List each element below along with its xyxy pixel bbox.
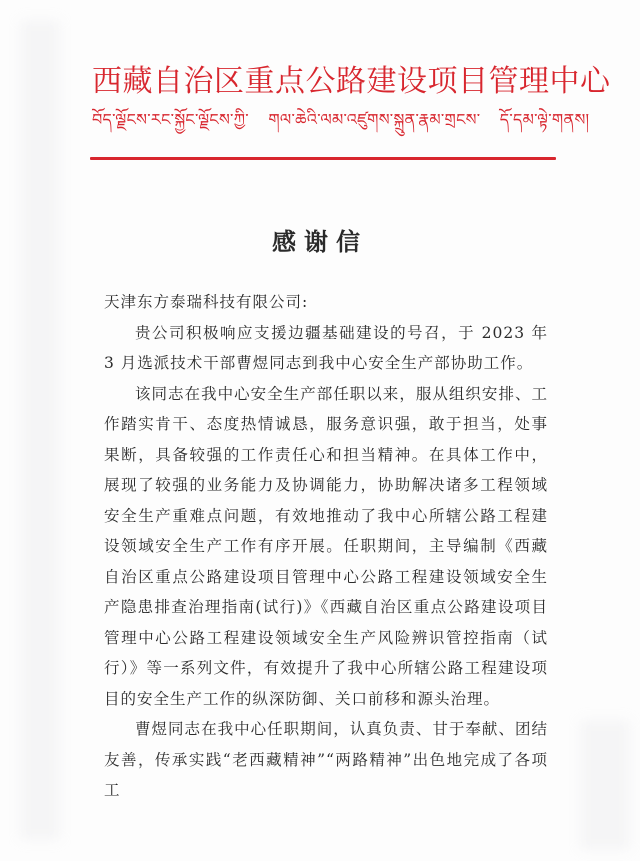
letterhead <box>92 62 611 132</box>
org-name-tibetan: བོད་ལྗོངས་རང་སྐྱོང་ལྗོངས་ཀྱི་ གལ་ཆེའི་ལམ་འཛུགས་སྐྲུན་རྣམ་གྲངས་ དོ་དམ་ལྟེ་གནས། <box>92 110 590 129</box>
document-title: 感谢信 <box>272 227 368 256</box>
paragraph: 该同志在我中心安全生产部任职以来，服从组织安排、工作踏实肯干、态度热情诚恳，服务意识强，敢于担当，处事果断，具备较强的工作责任心和担当精神。在具体工作中，展现了较强的业务能力及协调能力，协助解决诸多工程领域安全生产重难点问题，有效地推动了我中心所辖公路工程建设领域安全生产工作有序开展。任职期间，主导编制《西藏自治区重点公路建设项目管理中心公路工程建设领域安全生产隐患排查治理指南(试行)》《西藏自治区重点公路建设项目管理中心公路工程建设领域安全生产风险辨识管控指南（试行）》等一系列文件，有效提升了我中心所辖公路工程建设项目的安全生产工作的纵深防御、关口前移和源头治理。 <box>104 384 548 708</box>
org-name: 西藏自治区重点公路建设项目管理中心 <box>92 64 611 99</box>
scan-artifact <box>20 20 60 840</box>
letterhead-divider <box>90 157 556 160</box>
paragraph: 贵公司积极响应支援边疆基础建设的号召，于 2023 年 3 月选派技术干部曹煜同志到我中心安全生产部协助工作。 <box>104 323 548 372</box>
letter-body <box>104 287 548 806</box>
salutation: 天津东方泰瑞科技有限公司: <box>104 293 309 311</box>
paragraph: 曹煜同志在我中心任职期间，认真负责、甘于奉献、团结友善，传承实践“老西藏精神”“两路精神”出色地完成了各项工 <box>104 720 548 799</box>
scan-artifact <box>580 720 630 850</box>
